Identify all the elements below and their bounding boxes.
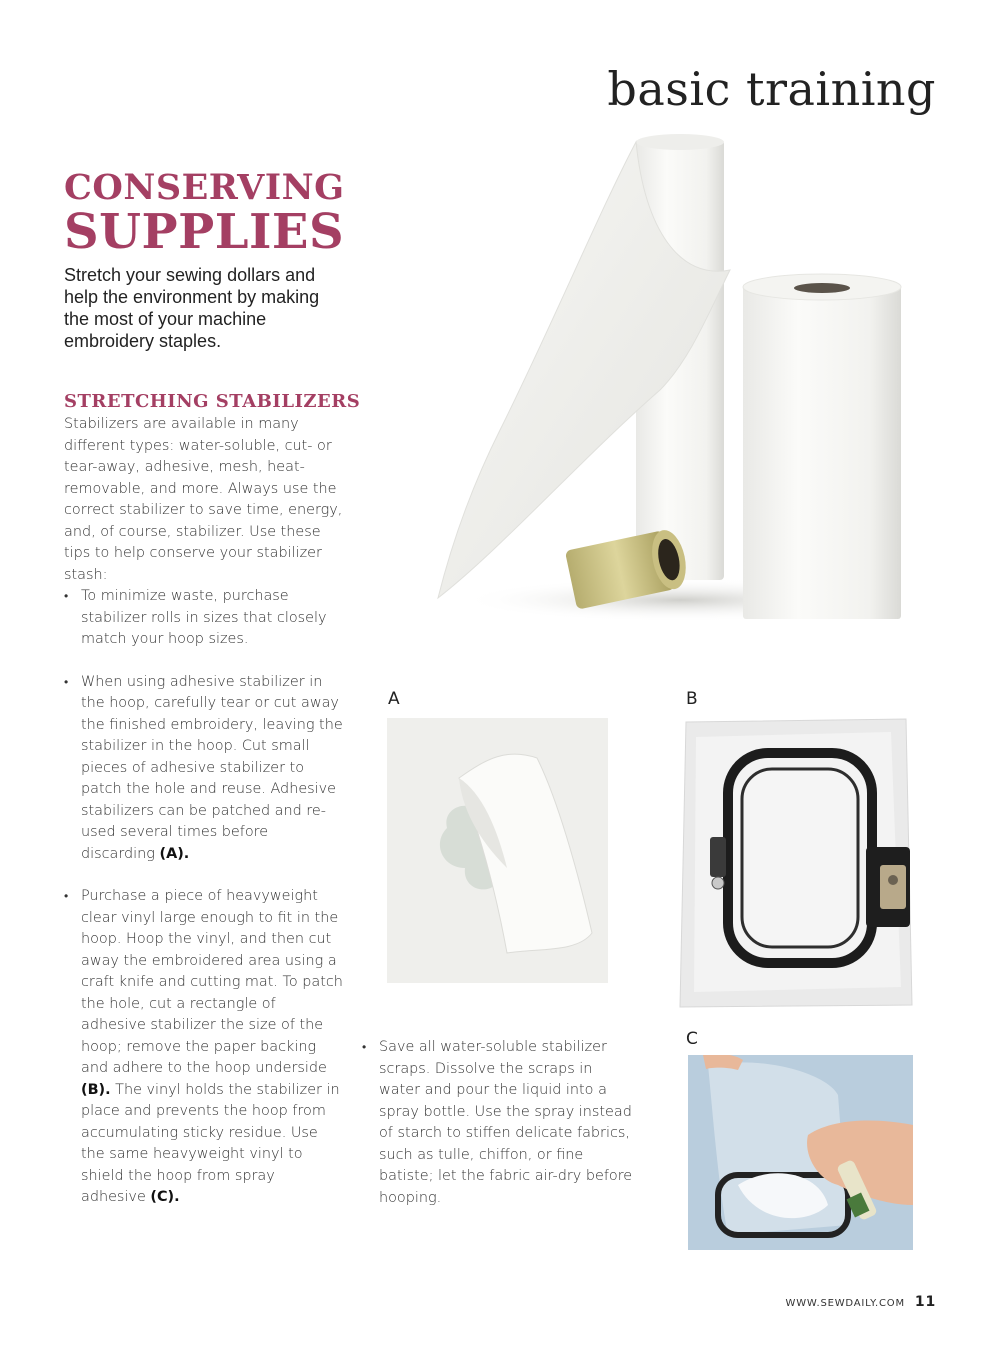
article-headline [64, 167, 345, 260]
figure-ref-a: (A). [159, 845, 190, 862]
figure-ref-b: (B). [81, 1081, 111, 1098]
section-subhead: STRETCHING STABILIZERS [64, 391, 361, 412]
tips-list-continued [362, 1037, 637, 1209]
tip-text: To minimize waste, purchase stabilizer rolls in sizes that closely match your hoop sizes. [81, 588, 327, 647]
headline-line-2: SUPPLIES [64, 204, 345, 260]
figure-ref-c: (C). [150, 1189, 180, 1205]
figure-b-photo [676, 717, 916, 1009]
figure-label-a: A [388, 689, 400, 709]
intro-paragraph: Stabilizers are available in many different types: water-soluble, cut- or tear-away, adhesive, mesh, heat-removable, and more. Always use the correct stabilizer to save time, energy, and, of course, stabilizer. Use these tips to help conserve your stabilizer stash: [64, 416, 343, 583]
headline-line-1: CONSERVING [64, 167, 345, 208]
article-deck: Stretch your sewing dollars and help the environment by making the most of your machine embroidery staples. [64, 265, 320, 351]
section-title: basic training [607, 62, 936, 116]
figure-a-photo [387, 718, 608, 983]
stabilizer-rolls-photo [430, 130, 920, 630]
figure-c-photo [688, 1055, 913, 1250]
tip-text: The vinyl holds the stabilizer in place and prevents the hoop from accumulating sticky residue. Use the same heavyweight vinyl to shield the hoop from spray adhesive [81, 1081, 340, 1205]
list-item [64, 886, 344, 1209]
list-item [362, 1037, 637, 1209]
page-number: 11 [914, 1294, 936, 1310]
list-item [64, 586, 344, 651]
tip-text: Save all water-soluble stabilizer scraps. Dissolve the scraps in water and pour the liquid into a spray bottle. Use the spray instead of starch to stiffen delicate fabrics, such as tulle, chiffon, or fine batiste; let the fabric air-dry before hooping. [379, 1039, 633, 1206]
tip-text: Purchase a piece of heavyweight clear vinyl large enough to fit in the hoop. Hoop the vinyl, and then cut away the embroidered area using a craft knife and cutting mat. To patch the hole, cut a rectangle of adhesive stabilizer the size of the hoop; remove the paper backing and adhere to the hoop underside [81, 888, 343, 1076]
tip-text: When using adhesive stabilizer in the hoop, carefully tear or cut away the finished embroidery, leaving the stabilizer in the hoop. Cut small pieces of adhesive stabilizer to patch the hole and reuse. Adhesive stabilizers can be patched and re-used several times before discarding [81, 673, 343, 862]
list-item [64, 672, 344, 866]
footer-site: WWW.SEWDAILY.COM [785, 1298, 905, 1309]
tips-list [64, 586, 344, 1230]
page-footer [786, 1294, 936, 1310]
figure-label-b: B [686, 689, 698, 709]
figure-label-c: C [686, 1029, 698, 1049]
